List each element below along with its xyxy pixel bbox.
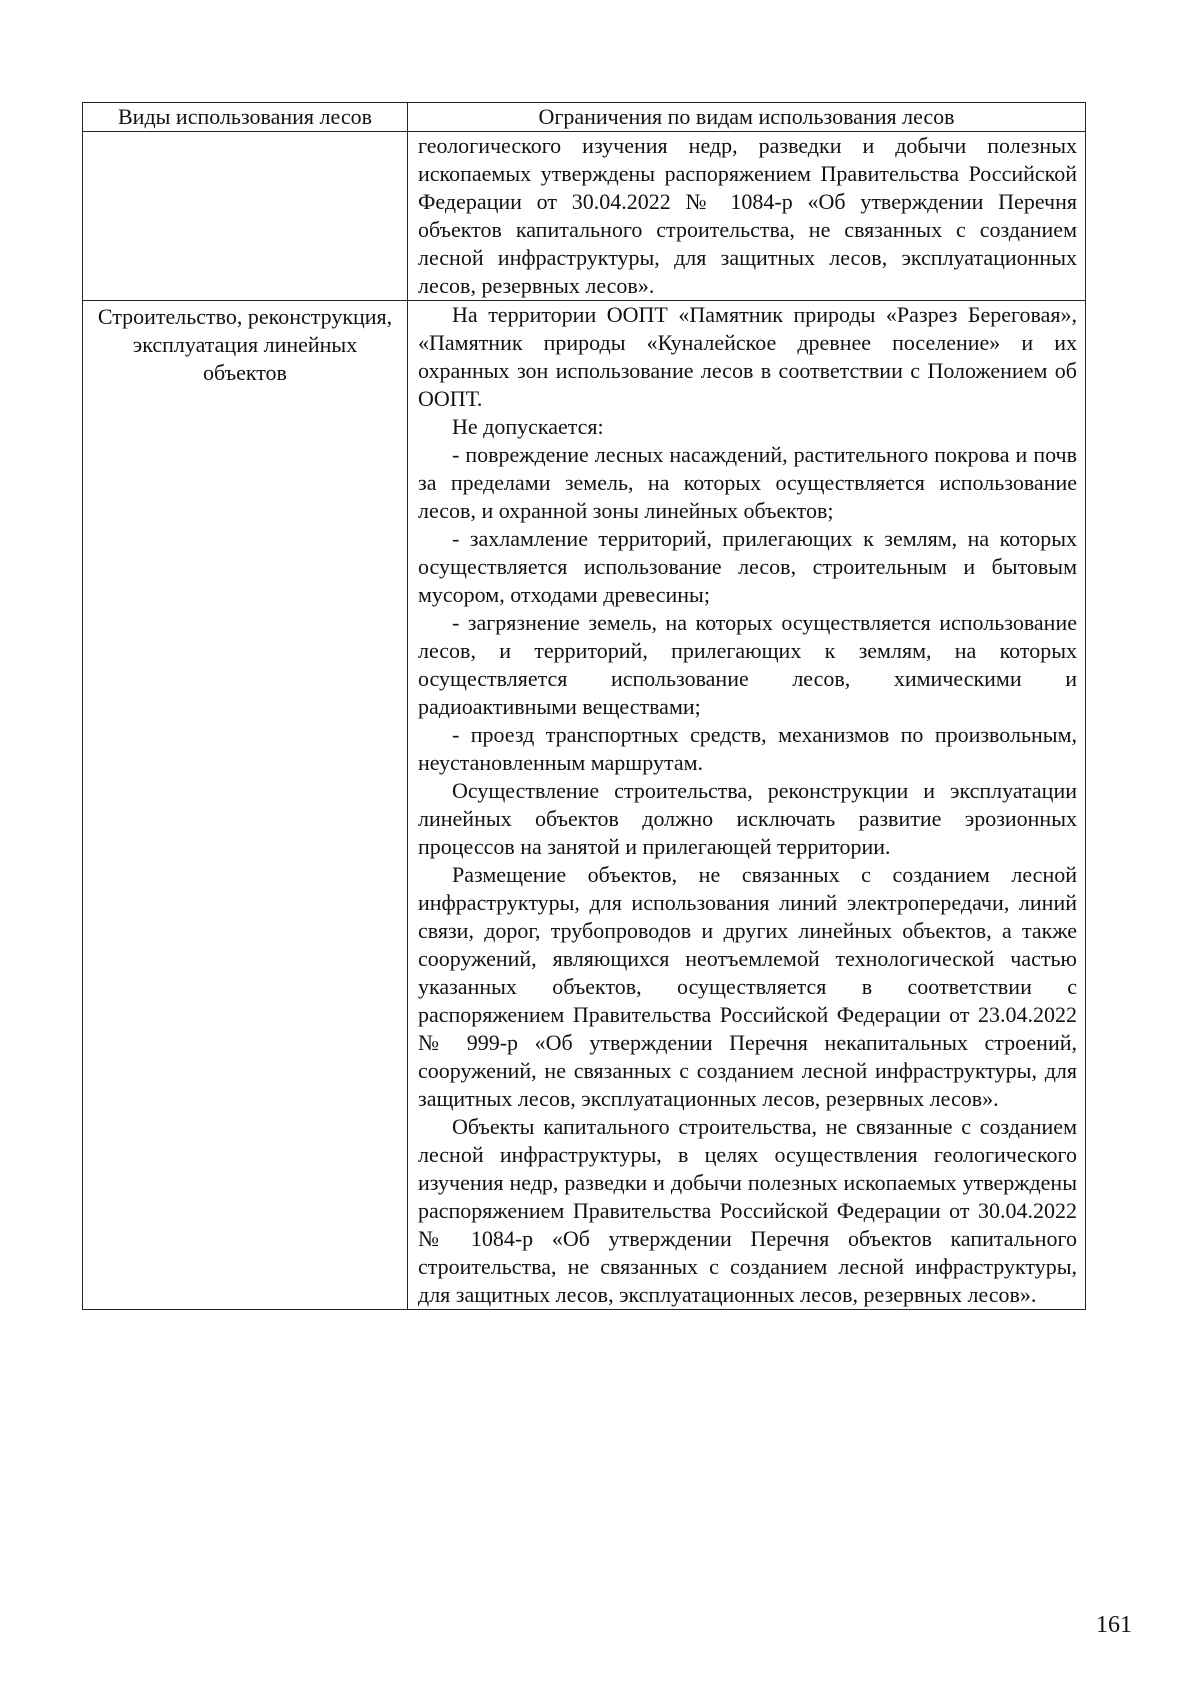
paragraph-non-capital-objects: Размещение объектов, не связанных с созданием лесной инфраструктуры, для использования линий электропередачи, линий связи, дорог, трубопроводов и других линейных объектов, а также сооружений, являющихся неотъемлемой технологической частью указанных объектов, осуществляется в соответствии с распоряжением Правительства Российской Федерации от 23.04.2022 № 999-р «Об утверждении Перечня некапитальных строений, сооружений, не связанных с созданием лесной инфраструктуры, для защитных лесов, эксплуатационных лесов, резервных лесов». — [418, 862, 1077, 1111]
list-item-littering: - захламление территорий, прилегающих к землям, на которых осуществляется использование лесов, строительным и бытовым мусором, отходами древесины; — [418, 526, 1077, 607]
header-restrictions: Ограничения по видам использования лесов — [408, 103, 1086, 132]
list-item-damage: - повреждение лесных насаждений, растительного покрова и почв за пределами земель, на которых осуществляется использование лесов, и охранной зоны линейных объектов; — [418, 442, 1077, 523]
list-item-pollution: - загрязнение земель, на которых осуществляется использование лесов, и территорий, прилегающих к землям, на которых осуществляется использование лесов, химическими и радиоактивными веществами; — [418, 610, 1077, 719]
forest-use-table — [82, 102, 1086, 1310]
header-forest-use-types: Виды использования лесов — [83, 103, 408, 132]
paragraph-erosion: Осуществление строительства, реконструкции и эксплуатации линейных объектов должно исключать развитие эрозионных процессов на занятой и прилегающей территории. — [418, 778, 1077, 859]
page-number: 161 — [1096, 1612, 1132, 1638]
table-row — [83, 132, 1086, 301]
list-item-vehicles: - проезд транспортных средств, механизмов по произвольным, неустановленным маршрутам. — [418, 722, 1077, 775]
paragraph-capital-objects: Объекты капитального строительства, не связанные с созданием лесной инфраструктуры, в целях осуществления геологического изучения недр, разведки и добычи полезных ископаемых утверждены распоряжением Правительства Российской Федерации от 30.04.2022 № 1084-р «Об утверждении Перечня объектов капитального строительства, не связанных с созданием лесной инфраструктуры, для защитных лесов, эксплуатационных лесов, резервных лесов». — [418, 1114, 1077, 1307]
table-header-row — [83, 103, 1086, 132]
table-row — [83, 301, 1086, 1310]
row1-use-type — [83, 132, 408, 301]
paragraph-oopt: На территории ООПТ «Памятник природы «Разрез Береговая», «Памятник природы «Куналейское древнее поселение» и их охранных зон использование лесов в соответствии с Положением об ООПТ. — [418, 302, 1077, 411]
row2-restrictions — [408, 301, 1086, 1310]
row1-restriction-text: геологического изучения недр, разведки и добычи полезных ископаемых утверждены распоряжением Правительства Российской Федерации от 30.04.2022 № 1084-р «Об утверждении Перечня объектов капитального строительства, не связанных с созданием лесной инфраструктуры, для защитных лесов, эксплуатационных лесов, резервных лесов». — [418, 133, 1077, 298]
row2-use-type: Строительство, реконструкция, эксплуатация линейных объектов — [83, 301, 408, 1310]
paragraph-not-allowed: Не допускается: — [452, 414, 604, 439]
row1-restrictions — [408, 132, 1086, 301]
